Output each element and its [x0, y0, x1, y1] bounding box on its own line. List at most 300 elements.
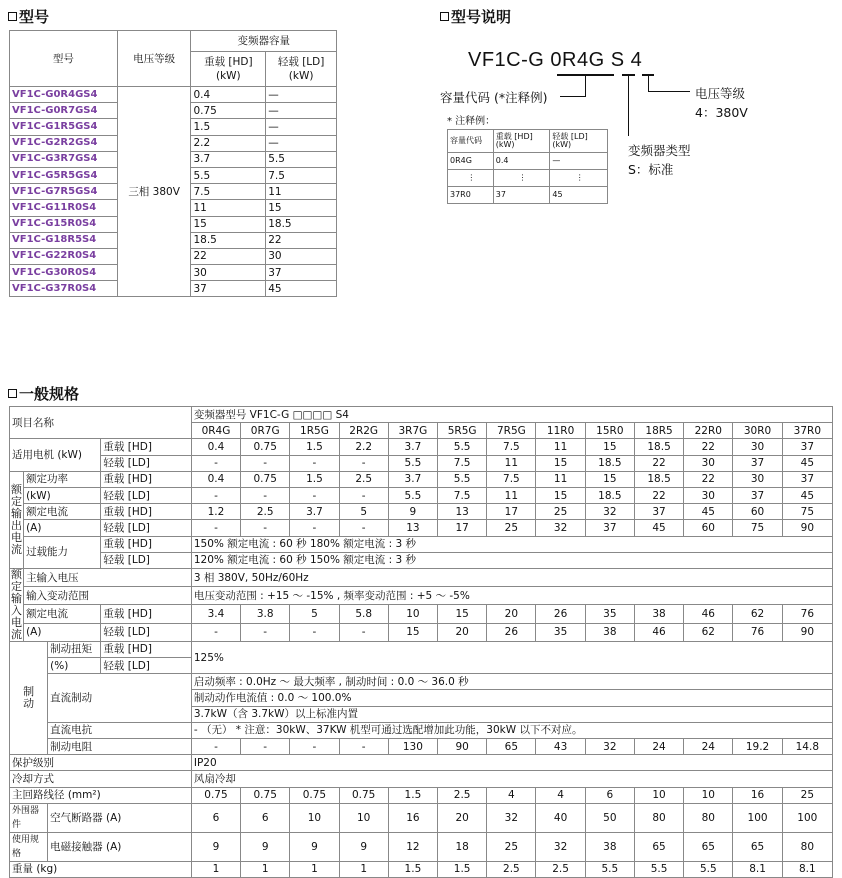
value-cell: 0.75: [241, 439, 290, 455]
group-label: 额 定 输 出 电 流: [10, 471, 24, 568]
ld-cell: —: [266, 87, 337, 103]
model-cell: VF1C-G5R5GS4: [10, 167, 118, 183]
value-cell: 30: [733, 439, 782, 455]
value-cell: 38: [634, 605, 683, 623]
value-cell: 9: [339, 832, 388, 861]
value-cell: 60: [684, 520, 733, 536]
value-cell: -: [241, 520, 290, 536]
value-cell: 37: [585, 520, 634, 536]
value-cell: 9: [241, 832, 290, 861]
overload-label: 过载能力: [24, 536, 101, 568]
unit-label: (A): [24, 623, 101, 641]
value-cell: 30: [684, 487, 733, 503]
value-cell: -: [290, 487, 339, 503]
code-header: 22R0: [684, 423, 733, 439]
wire-label: 主回路线径 (mm²): [10, 787, 192, 803]
value-cell: 22: [634, 455, 683, 471]
table-row: [448, 170, 608, 187]
ex-header-ld: 轻载 [LD] (kW): [550, 130, 608, 153]
ld-cell: 5.5: [266, 151, 337, 167]
ld-cell: 37: [266, 265, 337, 281]
model-code: VF1C-G 0R4G S 4: [468, 49, 643, 71]
table-row: [10, 504, 833, 520]
model-cell: VF1C-G3R7GS4: [10, 151, 118, 167]
value-cell: 25: [782, 787, 832, 803]
example-table: [447, 129, 608, 204]
value-cell: 18.5: [634, 439, 683, 455]
value-cell: 24: [634, 739, 683, 755]
ld-cell: 45: [266, 281, 337, 297]
value-cell: 17: [438, 520, 487, 536]
section-title-model-desc: 型号说明: [440, 6, 511, 27]
model-cell: VF1C-G37R0S4: [10, 281, 118, 297]
dc-brake-line: 3.7kW（含 3.7kW）以上标准内置: [191, 706, 832, 722]
unit-label: (A): [24, 520, 101, 536]
value-cell: -: [191, 487, 240, 503]
value-cell: 18.5: [634, 471, 683, 487]
value-cell: -: [339, 487, 388, 503]
value-cell: -: [290, 520, 339, 536]
code-header: 37R0: [782, 423, 832, 439]
table-row: [10, 787, 833, 803]
value-cell: 3.7: [388, 439, 437, 455]
value-cell: 22: [684, 471, 733, 487]
table-row: [10, 455, 833, 471]
table-row: [10, 674, 833, 690]
value-cell: 45: [684, 504, 733, 520]
value-cell: 9: [191, 832, 240, 861]
value-cell: 1.5: [438, 861, 487, 877]
value-cell: 15: [536, 487, 585, 503]
value-cell: 5.5: [438, 439, 487, 455]
value-cell: 0.4: [191, 439, 240, 455]
model-table-body: [10, 31, 337, 297]
value-cell: 45: [782, 487, 832, 503]
value-cell: 1: [339, 861, 388, 877]
model-cell: VF1C-G1R5GS4: [10, 119, 118, 135]
value-cell: 76: [782, 605, 832, 623]
value-cell: 15: [536, 455, 585, 471]
code-header: 30R0: [733, 423, 782, 439]
value-cell: 19.2: [733, 739, 782, 755]
connector-line: [585, 76, 586, 96]
value-cell: 11: [487, 487, 536, 503]
table-row: [10, 771, 833, 787]
value-cell: 43: [536, 739, 585, 755]
value-cell: -: [290, 455, 339, 471]
value-cell: 8.1: [782, 861, 832, 877]
header-model: 型号: [10, 31, 118, 87]
value-cell: 46: [684, 605, 733, 623]
value-cell: 26: [536, 605, 585, 623]
value-cell: 3.4: [191, 605, 240, 623]
code-voltage: 4: [630, 49, 643, 71]
value-cell: 30: [733, 471, 782, 487]
value-cell: 32: [585, 504, 634, 520]
value-cell: 22: [684, 439, 733, 455]
value-cell: 0.75: [290, 787, 339, 803]
code-header: 11R0: [536, 423, 585, 439]
model-cell: VF1C-G18R5S4: [10, 232, 118, 248]
hd-label: 重载 [HD]: [101, 471, 191, 487]
connector-line: [648, 76, 649, 91]
value-cell: 30: [684, 455, 733, 471]
value-cell: 8.1: [733, 861, 782, 877]
value-cell: 13: [438, 504, 487, 520]
cooling-label: 冷却方式: [10, 771, 192, 787]
value-cell: 9: [290, 832, 339, 861]
table-row: [10, 568, 833, 586]
model-cell: VF1C-G0R7GS4: [10, 103, 118, 119]
ex-hd-cell: 0.4: [493, 153, 550, 170]
value-cell: 3.7: [290, 504, 339, 520]
dc-brake-line: 制动动作电流值 : 0.0 ～ 100.0%: [191, 690, 832, 706]
value-cell: 65: [684, 832, 733, 861]
value-cell: 2.5: [487, 861, 536, 877]
value-cell: -: [191, 455, 240, 471]
hd-cell: 0.75: [191, 103, 266, 119]
value-cell: 100: [782, 803, 832, 832]
ld-cell: 11: [266, 184, 337, 200]
value-cell: 25: [487, 832, 536, 861]
value-cell: 16: [388, 803, 437, 832]
value-cell: 10: [388, 605, 437, 623]
value-cell: 1.2: [191, 504, 240, 520]
code-header: 5R5G: [438, 423, 487, 439]
item-name-header: 项目名称: [10, 407, 192, 439]
value-cell: 5.8: [339, 605, 388, 623]
table-row: [10, 471, 833, 487]
voltage-cell: 三相 380V: [117, 87, 191, 297]
table-row: [448, 187, 608, 204]
ld-label: 轻载 [LD]: [101, 552, 191, 568]
value-cell: 25: [536, 504, 585, 520]
table-row: [10, 536, 833, 552]
value-cell: 5: [339, 504, 388, 520]
value-cell: 35: [585, 605, 634, 623]
unit-label: (%): [48, 658, 101, 674]
ex-hd-cell: ⋮: [493, 170, 550, 187]
value-cell: 15: [585, 439, 634, 455]
value-cell: 35: [536, 623, 585, 641]
value-cell: -: [290, 739, 339, 755]
contactor-label: 电磁接触器 (A): [48, 832, 192, 861]
value-cell: 7.5: [487, 439, 536, 455]
value-cell: 10: [339, 803, 388, 832]
code-type: S: [610, 49, 625, 71]
value-cell: 5.5: [634, 861, 683, 877]
model-cell: VF1C-G22R0S4: [10, 248, 118, 264]
group-label: 额 定 输 入 电 流: [11, 567, 23, 641]
capacity-code-label: 容量代码 (*注释例): [440, 90, 548, 105]
ext-label: 外围器件: [10, 803, 48, 832]
ld-label: 轻载 [LD]: [101, 487, 191, 503]
value-cell: 40: [536, 803, 585, 832]
value-cell: 20: [438, 803, 487, 832]
value-cell: 60: [733, 504, 782, 520]
connector-line: [648, 91, 690, 92]
code-header: 3R7G: [388, 423, 437, 439]
table-row: [10, 552, 833, 568]
brake-res-label: 制动电阻: [48, 739, 192, 755]
ex-ld-cell: —: [550, 153, 608, 170]
value-cell: 7.5: [438, 455, 487, 471]
ld-cell: —: [266, 103, 337, 119]
ld-label: 轻载 [LD]: [101, 658, 191, 674]
value-cell: 1: [241, 861, 290, 877]
value-cell: 17: [487, 504, 536, 520]
ld-label: 轻载 [LD]: [101, 520, 191, 536]
value-cell: 32: [536, 832, 585, 861]
value-cell: 37: [634, 504, 683, 520]
value-cell: -: [241, 623, 290, 641]
hd-label: 重载 [HD]: [101, 605, 191, 623]
value-cell: 7.5: [438, 487, 487, 503]
value-cell: 14.8: [782, 739, 832, 755]
value-cell: 90: [782, 520, 832, 536]
hd-label: 重载 [HD]: [101, 641, 191, 657]
value-cell: 0.75: [241, 787, 290, 803]
value-cell: 0.75: [339, 787, 388, 803]
protection-value: IP20: [191, 755, 832, 771]
table-row: [10, 641, 833, 657]
ld-cell: 7.5: [266, 167, 337, 183]
rated-current-label: 额定电流: [24, 504, 101, 520]
checkbox-square-icon: [440, 12, 449, 21]
value-cell: 26: [487, 623, 536, 641]
value-cell: 80: [684, 803, 733, 832]
hd-cell: 30: [191, 265, 266, 281]
brake-torque-value: 125%: [191, 641, 832, 673]
value-cell: -: [191, 739, 240, 755]
header-voltage: 电压等级: [117, 31, 191, 87]
hd-label: 重载 [HD]: [101, 439, 191, 455]
value-cell: 6: [585, 787, 634, 803]
value-cell: 65: [733, 832, 782, 861]
model-header: 变频器型号 VF1C-G □□□□ S4: [191, 407, 832, 423]
value-cell: 15: [585, 471, 634, 487]
value-cell: 10: [684, 787, 733, 803]
breaker-label: 空气断路器 (A): [48, 803, 192, 832]
ld-cell: 30: [266, 248, 337, 264]
table-row: [10, 487, 833, 503]
value-cell: 3.8: [241, 605, 290, 623]
value-cell: 90: [438, 739, 487, 755]
ld-cell: —: [266, 135, 337, 151]
value-cell: 75: [782, 504, 832, 520]
header-capacity: 变频器容量: [191, 31, 337, 52]
model-cell: VF1C-G30R0S4: [10, 265, 118, 281]
hd-label: 重载 [HD]: [101, 504, 191, 520]
overload-ld: 120% 额定电流 : 60 秒 150% 额定电流 : 3 秒: [191, 552, 832, 568]
value-cell: 80: [634, 803, 683, 832]
value-cell: 1.5: [290, 439, 339, 455]
table-row: [10, 755, 833, 771]
value-cell: 5.5: [438, 471, 487, 487]
brake-torque-label: 制动扭矩: [48, 641, 101, 657]
value-cell: 5: [290, 605, 339, 623]
ld-cell: 22: [266, 232, 337, 248]
value-cell: -: [339, 739, 388, 755]
value-cell: 18: [438, 832, 487, 861]
hd-cell: 15: [191, 216, 266, 232]
table-row: [10, 722, 833, 738]
rated-power-label: 额定功率: [24, 471, 101, 487]
value-cell: 20: [438, 623, 487, 641]
value-cell: 4: [487, 787, 536, 803]
value-cell: 11: [536, 439, 585, 455]
value-cell: 11: [487, 455, 536, 471]
value-cell: 18.5: [585, 487, 634, 503]
value-cell: 62: [733, 605, 782, 623]
header-hd: 重载 [HD] (kW): [191, 52, 266, 87]
table-row: [10, 439, 833, 455]
dc-reactor-label: 直流电抗: [48, 722, 192, 738]
ex-code-cell: 0R4G: [448, 153, 494, 170]
ex-ld-cell: ⋮: [550, 170, 608, 187]
value-cell: 32: [585, 739, 634, 755]
code-header: 18R5: [634, 423, 683, 439]
value-cell: 62: [684, 623, 733, 641]
spec-table: [9, 406, 833, 878]
motor-label: 适用电机 (kW): [10, 439, 101, 471]
table-row: [10, 605, 833, 623]
value-cell: 2.5: [339, 471, 388, 487]
value-cell: -: [241, 455, 290, 471]
value-cell: 38: [585, 623, 634, 641]
connector-line: [560, 96, 586, 97]
value-cell: 0.75: [191, 787, 240, 803]
value-cell: 100: [733, 803, 782, 832]
value-cell: 15: [438, 605, 487, 623]
table-row: [448, 153, 608, 170]
hd-label: 重载 [HD]: [101, 536, 191, 552]
ex-code-cell: ⋮: [448, 170, 494, 187]
value-cell: 32: [487, 803, 536, 832]
value-cell: 10: [290, 803, 339, 832]
code-header: 7R5G: [487, 423, 536, 439]
hd-cell: 37: [191, 281, 266, 297]
value-cell: 12: [388, 832, 437, 861]
value-cell: 5.5: [388, 487, 437, 503]
table-row: [10, 520, 833, 536]
table-row: [10, 739, 833, 755]
value-cell: 130: [388, 739, 437, 755]
hd-cell: 18.5: [191, 232, 266, 248]
value-cell: 0.75: [241, 471, 290, 487]
value-cell: 25: [487, 520, 536, 536]
value-cell: 1.5: [388, 861, 437, 877]
hd-cell: 5.5: [191, 167, 266, 183]
header-ld: 轻载 [LD] (kW): [266, 52, 337, 87]
table-row: [10, 803, 833, 832]
ld-cell: 15: [266, 200, 337, 216]
value-cell: 16: [733, 787, 782, 803]
value-cell: 4: [536, 787, 585, 803]
value-cell: 76: [733, 623, 782, 641]
voltage-level-value: 4：380V: [695, 105, 748, 120]
value-cell: -: [339, 520, 388, 536]
value-cell: 37: [733, 455, 782, 471]
connector-line: [628, 76, 629, 136]
code-header: 2R2G: [339, 423, 388, 439]
value-cell: 2.5: [241, 504, 290, 520]
table-row: [10, 587, 833, 605]
value-cell: 1.5: [290, 471, 339, 487]
value-cell: 18.5: [585, 455, 634, 471]
value-cell: 6: [241, 803, 290, 832]
value-cell: 38: [585, 832, 634, 861]
value-cell: -: [241, 739, 290, 755]
value-cell: -: [290, 623, 339, 641]
note-label: * 注释例：: [447, 116, 496, 127]
checkbox-square-icon: [8, 389, 17, 398]
value-cell: -: [191, 623, 240, 641]
ex-ld-cell: 45: [550, 187, 608, 204]
value-cell: 37: [782, 439, 832, 455]
hd-cell: 0.4: [191, 87, 266, 103]
code-header: 0R7G: [241, 423, 290, 439]
code-header: 1R5G: [290, 423, 339, 439]
dc-reactor-value: - （无） * 注意：30kW、37KW 机型可通过选配增加此功能，30kW 以下不对应。: [191, 722, 832, 738]
ext-label: 使用规格: [10, 832, 48, 861]
input-range-value: 电压变动范围 : +15 ～ -15% , 频率变动范围 : +5 ～ -5%: [191, 587, 832, 605]
value-cell: 37: [782, 471, 832, 487]
table-row: [10, 87, 337, 103]
ex-code-cell: 37R0: [448, 187, 494, 204]
hd-cell: 22: [191, 248, 266, 264]
weight-label: 重量 (kg): [10, 861, 192, 877]
table-row: [10, 407, 833, 423]
ex-header-code: 容量代码: [448, 130, 494, 153]
spec-table-body: [10, 407, 833, 878]
section-title-general-spec: 一般规格: [8, 383, 79, 404]
value-cell: 22: [634, 487, 683, 503]
ex-header-hd: 重载 [HD] (kW): [493, 130, 550, 153]
value-cell: 7.5: [487, 471, 536, 487]
value-cell: 2.2: [339, 439, 388, 455]
value-cell: 2.5: [536, 861, 585, 877]
checkbox-square-icon: [8, 12, 17, 21]
value-cell: 20: [487, 605, 536, 623]
value-cell: 37: [733, 487, 782, 503]
hd-cell: 7.5: [191, 184, 266, 200]
hd-cell: 2.2: [191, 135, 266, 151]
model-cell: VF1C-G2R2GS4: [10, 135, 118, 151]
value-cell: -: [241, 487, 290, 503]
value-cell: 1.5: [388, 787, 437, 803]
value-cell: 13: [388, 520, 437, 536]
input-range-label: 输入变动范围: [24, 587, 192, 605]
inverter-type-label: 变频器类型: [628, 143, 691, 158]
value-cell: 1: [191, 861, 240, 877]
value-cell: 24: [684, 739, 733, 755]
value-cell: 5.5: [684, 861, 733, 877]
value-cell: 10: [634, 787, 683, 803]
value-cell: 45: [634, 520, 683, 536]
cooling-value: 风扇冷却: [191, 771, 832, 787]
value-cell: 3.7: [388, 471, 437, 487]
group-label: 制 动: [10, 641, 48, 754]
value-cell: 45: [782, 455, 832, 471]
inverter-type-value: S：标准: [628, 162, 674, 177]
value-cell: 5.5: [585, 861, 634, 877]
value-cell: 90: [782, 623, 832, 641]
model-cell: VF1C-G11R0S4: [10, 200, 118, 216]
value-cell: 15: [388, 623, 437, 641]
value-cell: 9: [388, 504, 437, 520]
table-row: [10, 623, 833, 641]
